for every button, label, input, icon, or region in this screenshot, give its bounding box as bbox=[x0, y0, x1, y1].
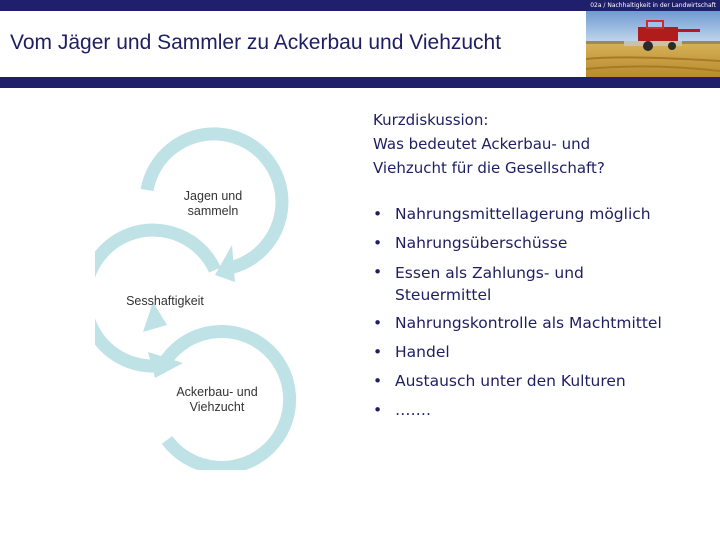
bullet-marker: • bbox=[373, 401, 383, 419]
cycle-diagram bbox=[95, 120, 325, 470]
list-item: • Nahrungsmittellagerung möglich bbox=[373, 200, 713, 229]
page-title: Vom Jäger und Sammler zu Ackerbau und Viehzucht bbox=[10, 31, 502, 54]
discussion-question bbox=[373, 108, 693, 180]
step-jagen-sammeln: Jagen und sammeln bbox=[183, 189, 243, 218]
list-item: • Nahrungsüberschüsse bbox=[373, 229, 713, 258]
answer-list bbox=[373, 200, 713, 425]
harvester-photo bbox=[586, 11, 720, 77]
list-item: • Austausch unter den Kulturen bbox=[373, 367, 713, 396]
title-area bbox=[0, 11, 586, 76]
discussion-line-3: Viehzucht für die Gesellschaft? bbox=[373, 159, 605, 177]
bullet-marker: • bbox=[373, 263, 383, 281]
list-item: • Nahrungskontrolle als Machtmittel bbox=[373, 309, 713, 338]
step-ackerbau-viehzucht: Ackerbau- und Viehzucht bbox=[176, 385, 258, 414]
header-bar-top bbox=[0, 0, 720, 11]
bullet-marker: • bbox=[373, 205, 383, 223]
list-item: • ……. bbox=[373, 396, 713, 425]
list-item: • Essen als Zahlungs- und Steuermittel bbox=[373, 258, 713, 309]
harvester-image bbox=[586, 11, 720, 77]
bullet-marker: • bbox=[373, 372, 383, 390]
bullet-marker: • bbox=[373, 234, 383, 252]
list-item: • Handel bbox=[373, 338, 713, 367]
discussion-line-2: Was bedeutet Ackerbau- und bbox=[373, 135, 591, 153]
course-tag: 02a / Nachhaltigkeit in der Landwirtschaft bbox=[590, 2, 716, 9]
header-bar-bottom bbox=[0, 77, 720, 88]
bullet-marker: • bbox=[373, 343, 383, 361]
step-sesshaftigkeit: Sesshaftigkeit bbox=[126, 294, 204, 308]
bullet-marker: • bbox=[373, 314, 383, 332]
discussion-heading: Kurzdiskussion: bbox=[373, 111, 489, 129]
